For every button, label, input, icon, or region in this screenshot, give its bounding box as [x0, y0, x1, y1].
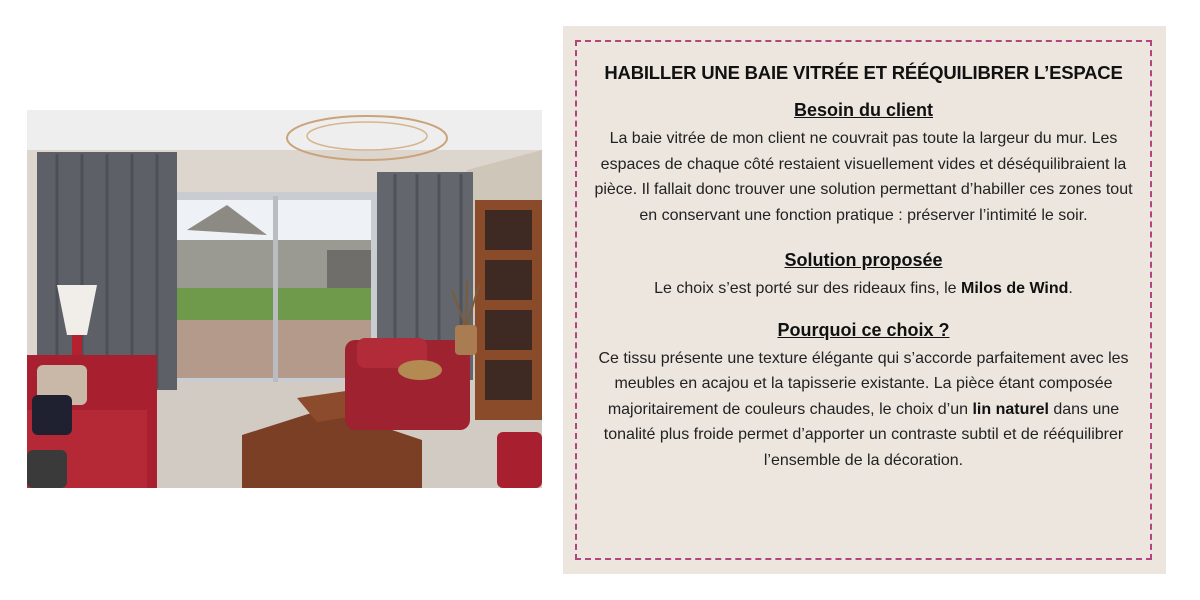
section-text-solution	[594, 276, 1134, 302]
why-text-start: Ce tissu présente une texture élégante qui s’accorde parfaitement avec les meubles en acajou et la tapisserie existante. La pièce étant composée majoritairement de couleurs chaudes, le choix d’un	[598, 349, 1129, 418]
solution-product-name: Milos de Wind	[960, 280, 1069, 297]
solution-text-end: .	[1068, 280, 1073, 297]
solution-text-start: Le choix s’est porté sur des rideaux fins, le	[654, 280, 961, 297]
section-heading-solution: Solution proposée	[784, 250, 943, 270]
why-material-name: lin naturel	[972, 400, 1049, 418]
section-text-why	[591, 346, 1136, 474]
why-text-end: dans une tonalité plus froide permet d’apporter un contraste subtil et de rééquilibrer l’ensemble de la décoration.	[603, 400, 1124, 469]
description-card	[563, 26, 1166, 574]
dashed-frame	[575, 40, 1152, 560]
living-room-illustration	[27, 110, 542, 488]
section-text-need: La baie vitrée de mon client ne couvrait pas toute la largeur du mur. Les espaces de chaque côté restaient visuellement vides et déséquilibraient la pièce. Il fallait donc trouver une solution permettant d’habiller ces zones tout en conservant une fonction pratique : préserver l’intimité le soir.	[594, 130, 1133, 224]
section-heading-why: Pourquoi ce choix ?	[777, 319, 950, 340]
card-title: HABILLER UNE BAIE VITRÉE ET RÉÉQUILIBRER L’ESPACE	[604, 62, 1123, 83]
section-heading-need: Besoin du client	[793, 100, 934, 120]
living-room-photo	[27, 110, 542, 488]
